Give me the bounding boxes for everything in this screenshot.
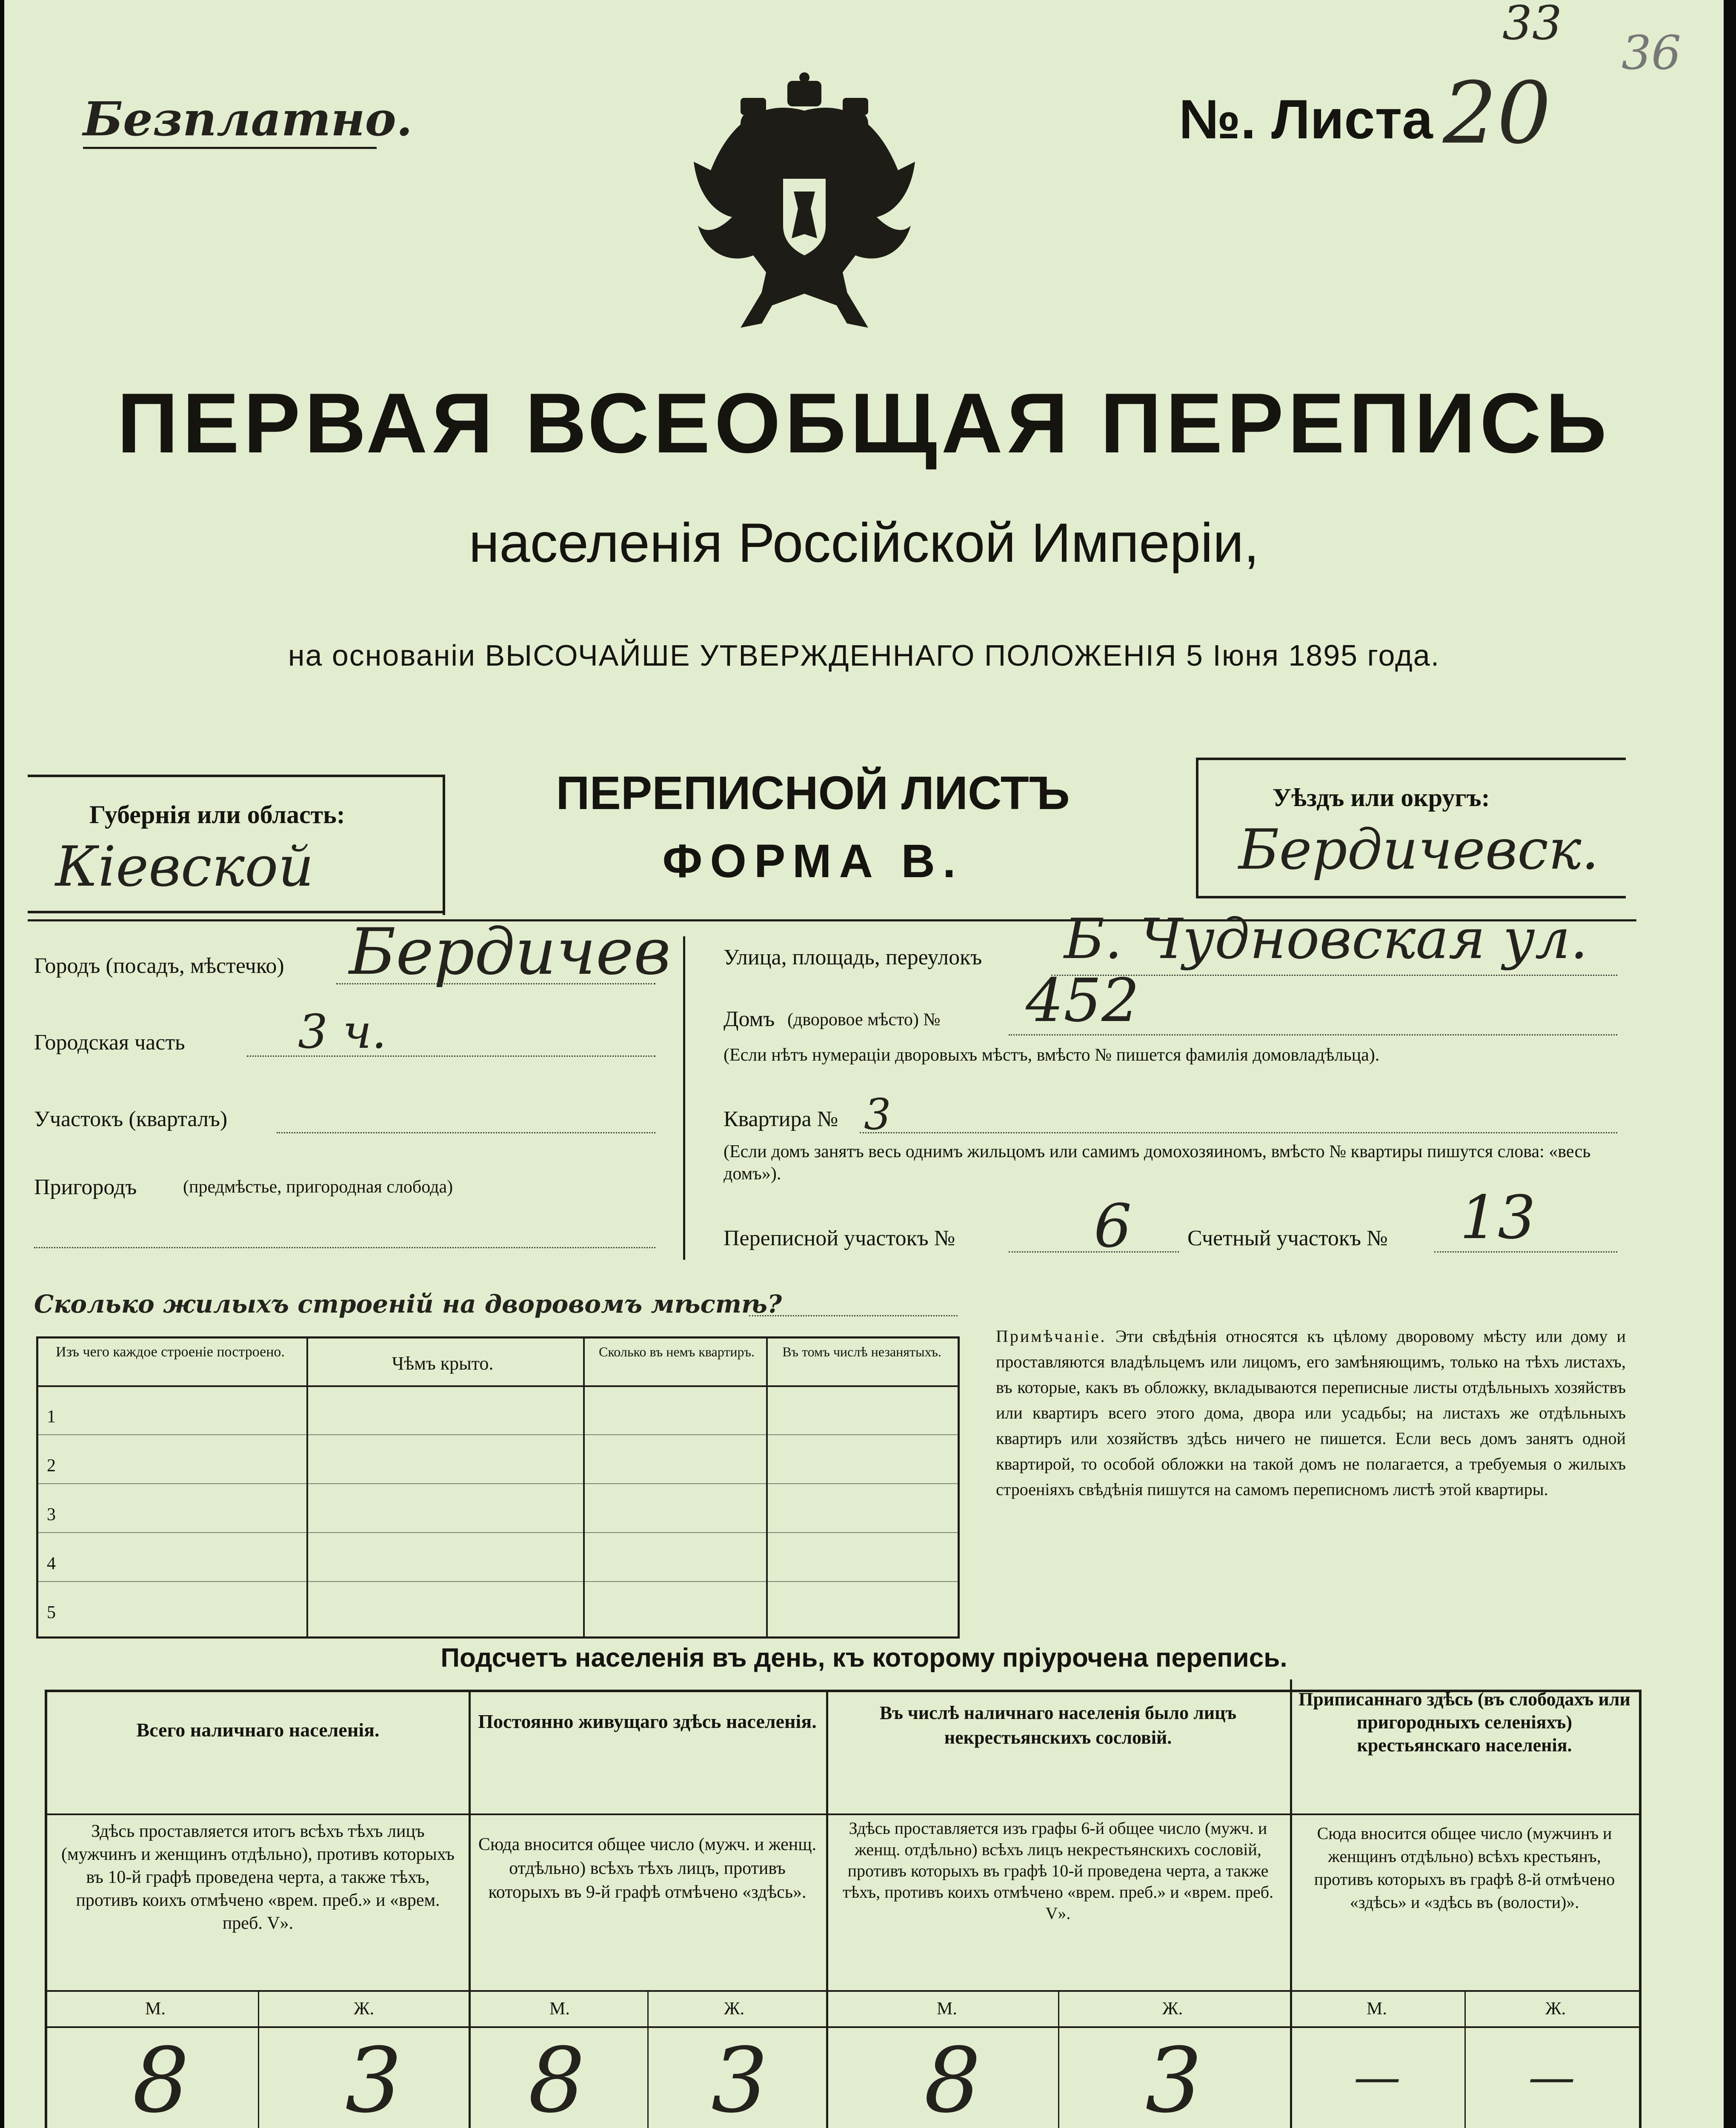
house-label: Домъ: [724, 1007, 775, 1031]
population-title: Подсчетъ населенія въ день, къ которому пріурочена перепись.: [440, 1643, 1287, 1673]
f-label: Ж.: [1162, 1999, 1183, 2019]
apartment-label: Квартира №: [724, 1107, 838, 1131]
pop-col2-male: 8: [528, 2028, 585, 2128]
buildings-header-material: Изъ чего каждое строеніе построено.: [56, 1344, 285, 1360]
page-title: ПЕРВАЯ ВСЕОБЩАЯ ПЕРЕПИСЬ: [117, 376, 1611, 471]
sheet-number-label: №. Листа: [1179, 88, 1433, 150]
basis-line: на основаніи ВЫСОЧАЙШЕ УТВЕРЖДЕННАГО ПОЛОЖЕНІЯ 5 Іюня 1895 года.: [288, 639, 1440, 672]
buildings-row-number: 4: [47, 1554, 56, 1573]
f-label: Ж.: [724, 1999, 745, 2019]
city-value: Бердичев: [349, 915, 671, 989]
sheet-number-pencil: 36: [1622, 26, 1681, 80]
city-part-label: Городская часть: [34, 1030, 185, 1055]
population-table: [45, 1690, 1642, 2128]
pop-col2-female: 3: [711, 2028, 768, 2128]
pop-col3-male: 8: [924, 2028, 981, 2128]
house-hint: (Если нѣтъ нумераціи дворовыхъ мѣстъ, вмѣсто № пишется фамилія домовладѣльца).: [724, 1045, 1380, 1065]
buildings-header-vacant: Въ томъ числѣ незанятыхъ.: [782, 1344, 941, 1359]
suburb-note: (предмѣстье, пригородная слобода): [183, 1177, 453, 1197]
district-label: Участокъ (кварталъ): [34, 1107, 228, 1131]
buildings-row-number: 3: [47, 1505, 56, 1524]
m-label: М.: [1367, 1999, 1387, 2019]
imperial-eagle-emblem: [681, 72, 928, 336]
street-label: Улица, площадь, переулокъ: [724, 945, 982, 970]
m-label: М.: [145, 1999, 166, 2019]
buildings-note: [996, 1324, 1626, 1502]
sheet-number-top: 33: [1502, 0, 1562, 50]
city-label: Городъ (посадъ, мѣстечко): [34, 954, 284, 978]
form-title: ПЕРЕПИСНОЙ ЛИСТЪ: [556, 767, 1070, 819]
pop-col1-male: 8: [132, 2028, 189, 2128]
buildings-header-roof: Чѣмъ крыто.: [392, 1353, 494, 1374]
f-label: Ж.: [354, 1999, 375, 2019]
uezd-label: Уѣздъ или округъ:: [1273, 784, 1490, 812]
pop-col2-head: Постоянно живущаго здѣсь населенія.: [478, 1710, 817, 1732]
pop-col1-desc: Здѣсь проставляется итогъ всѣхъ тѣхъ лицъ (мужчинъ и женщинъ отдѣльно), противъ которыхъ въ 10-й графѣ проведена черта, а также тѣхъ, противъ коихъ отмѣчено «врем. преб.» и «врем. преб. V».: [61, 1822, 455, 1933]
apartment-value: 3: [864, 1090, 891, 1139]
m-label: М.: [937, 1999, 957, 2019]
pop-col2-desc: Сюда вносится общее число (мужч. и женщ. отдѣльно) всѣхъ тѣхъ лицъ, противъ которыхъ въ 9-й графѣ отмѣчено «здѣсь».: [478, 1835, 817, 1902]
buildings-row-number: 2: [47, 1456, 56, 1476]
guberniya-value: Кіевской: [55, 834, 314, 899]
census-form-sheet: [4, 0, 1724, 2128]
house-note: (дворовое мѣсто) №: [787, 1010, 941, 1030]
pop-col1-head: Всего наличнаго населенія.: [136, 1719, 380, 1741]
pop-col1-female: 3: [345, 2028, 402, 2128]
buildings-question: Сколько жилыхъ строеній на дворовомъ мѣстѣ?: [34, 1290, 782, 1319]
pop-col3-head: Въ числѣ наличнаго населенія было лицъ некрестьянскихъ сословій.: [879, 1702, 1237, 1748]
f-label: Ж.: [1545, 1999, 1566, 2019]
free-label: Безплатно.: [83, 92, 413, 146]
city-part-value: 3 ч.: [298, 1004, 387, 1059]
buildings-table: [36, 1336, 960, 1639]
street-value: Б. Чудновская ул.: [1064, 907, 1588, 971]
count-area-value: 13: [1460, 1183, 1536, 1253]
house-value: 452: [1026, 966, 1140, 1035]
count-area-label: Счетный участокъ №: [1187, 1226, 1388, 1250]
pop-col4-head: Приписаннаго здѣсь (въ слободахъ или пригородныхъ селеніяхъ) крестьянскаго населенія.: [1298, 1689, 1630, 1756]
pop-col3-female: 3: [1145, 2028, 1202, 2128]
buildings-row-number: 5: [47, 1603, 56, 1622]
page-subtitle: населенія Россійской Имперіи,: [469, 512, 1259, 574]
sheet-number-handwritten: 20: [1443, 64, 1551, 163]
pop-col4-male: —: [1354, 2050, 1401, 2104]
pop-col4-female: —: [1528, 2050, 1575, 2104]
buildings-row-number: 1: [47, 1407, 56, 1427]
pop-col3-desc: Здѣсь проставляется изъ графы 6-й общее число (мужч. и женщ. отдѣльно) всѣхъ лицъ некрестьянскихъ сословій, противъ которыхъ въ графѣ 10-й проведена черта, а также тѣхъ, противъ коихъ отмѣчено «врем. преб.» и «врем. преб. V».: [842, 1819, 1274, 1923]
buildings-note-title: Примѣчаніе.: [996, 1327, 1107, 1346]
form-letter: ФОРМА В.: [662, 835, 964, 887]
apartment-hint: (Если домъ занятъ весь однимъ жильцомъ или самимъ домохозяиномъ, вмѣсто № квартиры пишутся слова: «весь домъ»).: [724, 1142, 1591, 1184]
buildings-note-text: Эти свѣдѣнія относятся къ цѣлому дворовому мѣсту или дому и проставляются владѣльцемъ или лицомъ, его замѣняющимъ, только на тѣхъ листахъ, въ которые, какъ въ обложку, вкладываются переписные листы отдѣльныхъ хозяйствъ или квартиръ всего этого дома, двора или усадьбы; на листахъ же отдѣльныхъ квартиръ или хозяйствъ здѣсь ничего не пишется. Если весь домъ занятъ одной квартирой, то особой обложки на такой домъ не полагается, а требуемыя о жилыхъ строеніяхъ свѣдѣнія пишутся на самомъ переписномъ листѣ этой квартиры.: [996, 1327, 1626, 1499]
suburb-label: Пригородъ: [34, 1175, 137, 1199]
m-label: М.: [549, 1999, 570, 2019]
uezd-value: Бердичевск.: [1238, 817, 1599, 882]
census-area-value: 6: [1094, 1192, 1132, 1261]
buildings-header-apartments: Сколько въ немъ квартиръ.: [599, 1344, 755, 1359]
pop-col4-desc: Сюда вносится общее число (мужчинъ и женщинъ отдѣльно) всѣхъ крестьянъ, противъ которыхъ въ графѣ 8-й отмѣчено «здѣсь» и «здѣсь въ (волости)».: [1314, 1824, 1615, 1912]
guberniya-label: Губернія или область:: [89, 801, 345, 829]
census-area-label: Переписной участокъ №: [724, 1226, 955, 1250]
